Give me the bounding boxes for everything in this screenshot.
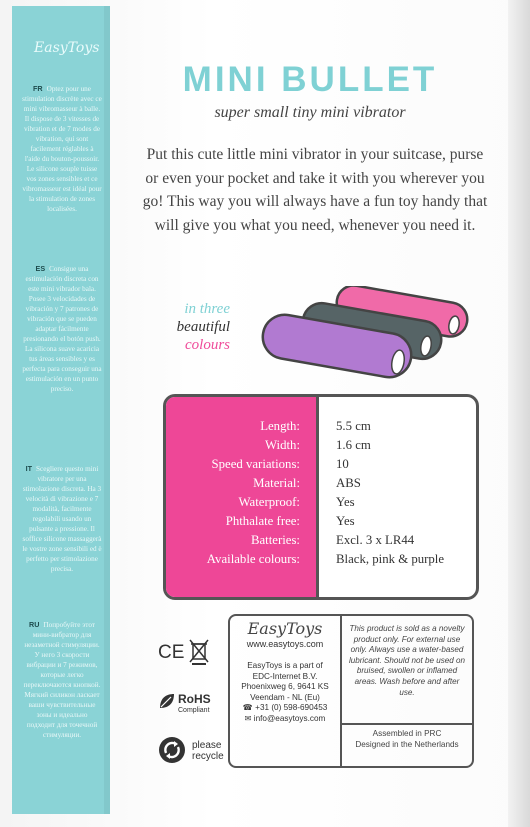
envelope-icon: ✉	[244, 713, 254, 723]
spec-key: Length:	[260, 419, 300, 433]
spec-value: Black, pink & purple	[336, 552, 445, 566]
side-text-es	[22, 264, 102, 394]
spec-value: Excl. 3 x LR44	[336, 533, 415, 547]
side-text-ru	[22, 620, 102, 740]
address-line: Phoenixweg 6, 9641 KS	[241, 682, 329, 691]
address-line: EasyToys is a part of	[247, 661, 323, 670]
phone-icon: ☎	[242, 703, 256, 712]
colours-note	[160, 300, 230, 354]
side-copy-fr: Optez pour une stimulation discrète avec ce mini vibromasseur à balle. Il dispose de 3 vitesses de vibration et de 7 modes de vibration, qui sont facilement réglables à l'aide du bouton-poussoir. Le silicone souple tuisse vos zones sensibles et ce vibromasseur est idéal pour la stimulation de zones localisées.	[22, 85, 102, 213]
spec-row	[166, 514, 476, 532]
product-description: Put this cute little mini vibrator in your suitcase, purse or even your pocket and take it with you wherever you go! This way you will always have a fun toy handy that will give you what you need, whenever you need it.	[142, 146, 488, 234]
company-info	[230, 619, 340, 724]
colours-note-line3: colours	[185, 337, 230, 353]
recycle-line1: please	[192, 740, 222, 751]
spec-key: Material:	[253, 476, 300, 490]
origin-info	[342, 728, 472, 750]
side-brand-logo: EasyToys	[34, 40, 100, 56]
spec-value: Yes	[336, 514, 355, 528]
email-address: info@easytoys.com	[253, 713, 326, 723]
colours-note-line2: beautiful	[176, 319, 230, 335]
box-side-panel	[12, 6, 110, 814]
spec-row	[166, 552, 476, 570]
spec-key: Batteries:	[250, 533, 300, 547]
spec-value: 10	[336, 457, 349, 471]
rohs-leaf-icon	[158, 692, 176, 710]
spec-row	[166, 419, 476, 437]
side-text-fr	[22, 84, 102, 214]
spec-row	[166, 457, 476, 475]
phone-number: +31 (0) 598-690453	[255, 703, 328, 712]
spec-row	[166, 533, 476, 551]
lang-code-es: ES	[35, 264, 46, 273]
weee-bin-icon	[188, 638, 210, 666]
rohs-label	[178, 694, 211, 716]
recycle-icon	[158, 736, 186, 764]
website: www.easytoys.com	[246, 638, 324, 649]
contact-brand-logo: EasyToys	[247, 619, 323, 638]
lang-code-ru: RU	[29, 620, 40, 629]
spec-value: Yes	[336, 495, 355, 509]
contact-box	[228, 614, 474, 768]
spec-key: Width:	[264, 438, 300, 452]
address-line: Veendam - NL (Eu)	[250, 692, 320, 702]
lang-code-fr: FR	[33, 84, 43, 93]
rohs-subtitle: Compliant	[178, 707, 210, 714]
ce-mark-icon: CE	[158, 642, 185, 663]
spec-table	[163, 394, 479, 600]
side-copy-es: Consigue una estimulación discreta con este mini vibrador bala. Posee 3 velocidades de vibración y 7 patrones de vibración que se pueden adaptar fácilmente presionando el botón push. La silicona suave acaricia tus áreas sensibles y es perfecta para conseguir una estimulación en un punto preciso.	[22, 265, 102, 393]
colours-note-line1: in three	[184, 301, 230, 317]
spec-key: Speed variations:	[211, 457, 300, 471]
lang-code-it: IT	[25, 464, 33, 473]
disclaimer-text: This product is sold as a novelty product only. For external use only. Always use a water-based lubricant. Should not be used on bruised, swollen or inflamed areas. Wash before and after use.	[348, 624, 466, 697]
side-copy-it: Scegliere questo mini vibratore per una stimolazione discreta. Ha 3 velocità di vibrazione e 7 modalità, facilmente regolabili usando un pulsante a pressione. Il soffice silicone massaggerà le vostre zone sensibili ed è perfetto per stimolazione precisa.	[22, 465, 102, 573]
rohs-title: RoHS	[178, 692, 211, 706]
product-title: MINI BULLET	[182, 60, 438, 99]
phone-line	[230, 703, 340, 714]
spec-value: 5.5 cm	[336, 419, 371, 433]
email-line	[230, 714, 340, 725]
address-line: EDC-Internet B.V.	[252, 671, 318, 681]
spec-value: ABS	[336, 476, 361, 490]
recycle-line2: recycle	[192, 751, 224, 762]
contact-divider-horizontal	[342, 723, 472, 725]
side-copy-ru: Попробуйте этот мини-вибратор для незаметной стимуляции. У него 3 скорости вибрации и 7 режимов, которые легко переключаются кнопкой. Мягкий силикон ласкает ваши чувствительные зоны и идеально подходит для точечной стимуляции.	[23, 621, 101, 739]
box-edge-shadow	[508, 0, 530, 827]
spec-value: 1.6 cm	[336, 438, 371, 452]
product-subtitle: super small tiny mini vibrator	[214, 104, 406, 121]
spec-row	[166, 495, 476, 513]
designed-in: Designed in the Netherlands	[355, 740, 459, 749]
box-front-face	[110, 6, 510, 814]
spec-key: Phthalate free:	[225, 514, 300, 528]
spec-row	[166, 438, 476, 456]
recycle-label	[192, 740, 224, 762]
assembled-in: Assembled in PRC	[372, 729, 442, 738]
bullet-vibrators-illustration	[258, 286, 478, 386]
spec-key: Available colours:	[206, 552, 300, 566]
side-text-it	[22, 464, 102, 574]
spec-key: Waterproof:	[238, 495, 300, 509]
spec-row	[166, 476, 476, 494]
